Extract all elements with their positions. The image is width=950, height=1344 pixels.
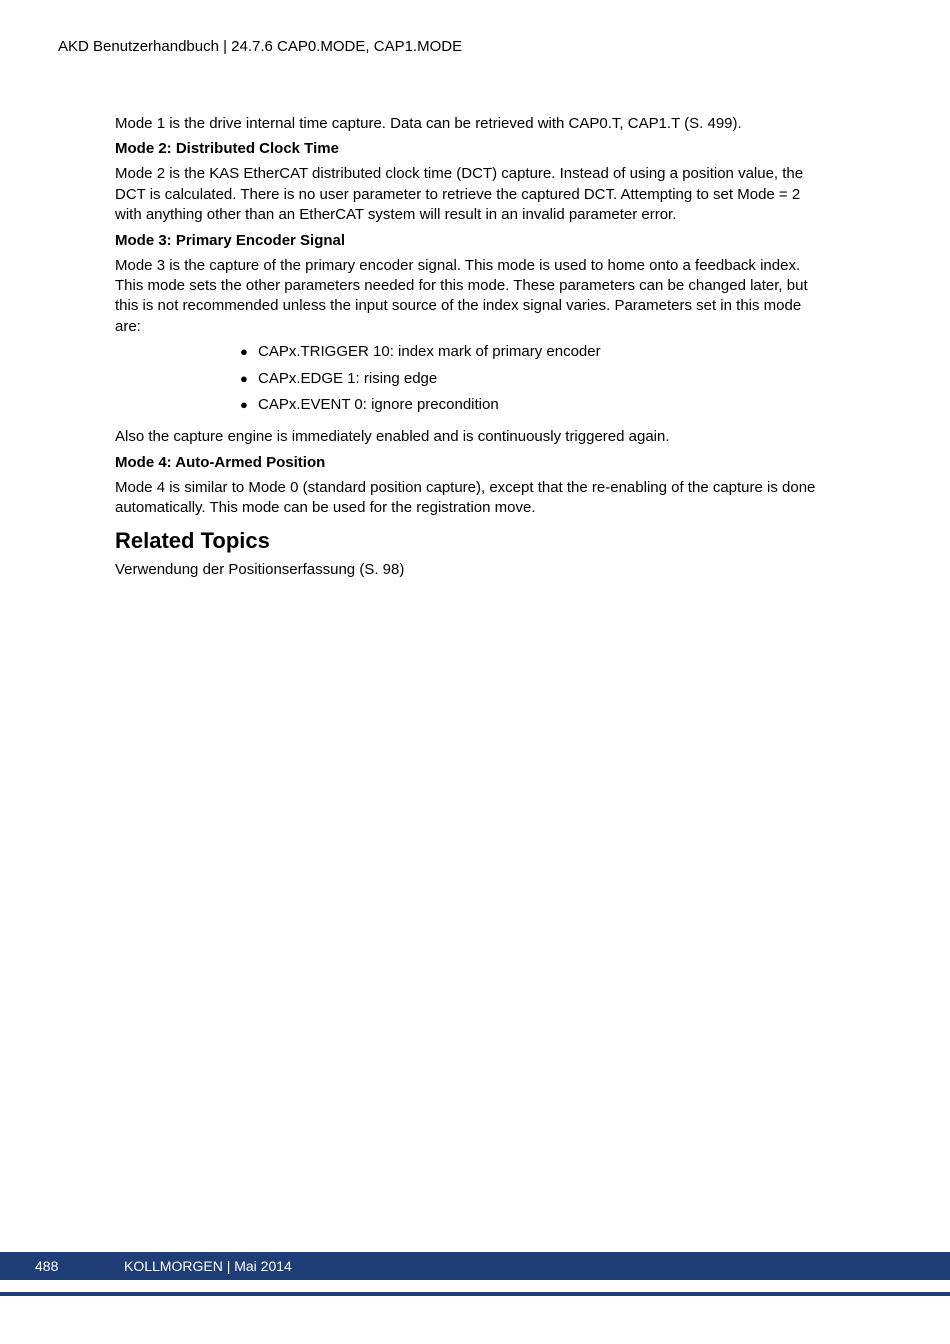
footer-text: KOLLMORGEN | Mai 2014: [124, 1258, 292, 1274]
mode3-heading: Mode 3: Primary Encoder Signal: [115, 231, 346, 249]
mode3-parameter-list: [115, 342, 830, 415]
mode3-paragraph: Mode 3 is the capture of the primary encoder signal. This mode is used to home onto a feedback index. This mode sets the other parameters needed for this mode. These parameters can be changed later, but this is not recommended unless the input source of the index signal varies. Parameters set in this mode are:: [115, 256, 808, 335]
footer-divider: [0, 1292, 950, 1296]
main-content: [115, 114, 830, 586]
list-item: [240, 395, 830, 415]
mode1-paragraph: Mode 1 is the drive internal time capture. Data can be retrieved with CAP0.T, CAP1.T (S. 499).: [115, 115, 742, 132]
mode2-heading: Mode 2: Distributed Clock Time: [115, 140, 339, 158]
mode3-after-paragraph: Also the capture engine is immediately enabled and is continuously triggered again.: [115, 428, 670, 446]
bullet-icon: ●: [240, 397, 248, 413]
list-item: [240, 342, 830, 362]
mode4-paragraph: Mode 4 is similar to Mode 0 (standard position capture), except that the re-enabling of the capture is done automatically. This mode can be used for the registration move.: [115, 478, 816, 517]
footer-bar: [0, 1252, 950, 1280]
list-item-text: CAPx.EDGE 1: rising edge: [258, 369, 438, 387]
bullet-icon: ●: [240, 344, 248, 360]
mode2-paragraph: Mode 2 is the KAS EtherCAT distributed clock time (DCT) capture. Instead of using a position value, the DCT is calculated. There is no user parameter to retrieve the captured DCT. Attempting to set Mode = 2 with anything other than an EtherCAT system will result in an invalid parameter error.: [115, 165, 804, 224]
related-topics-heading: Related Topics: [115, 528, 270, 554]
page-number: 488: [35, 1258, 59, 1274]
list-item-text: CAPx.EVENT 0: ignore precondition: [258, 396, 499, 414]
list-item-text: CAPx.TRIGGER 10: index mark of primary encoder: [258, 343, 601, 361]
running-header: AKD Benutzerhandbuch | 24.7.6 CAP0.MODE, CAP1.MODE: [58, 38, 463, 55]
list-item: [240, 369, 830, 389]
related-topic-link[interactable]: Verwendung der Positionserfassung (S. 98): [115, 561, 405, 579]
mode4-heading: Mode 4: Auto-Armed Position: [115, 453, 326, 471]
bullet-icon: ●: [240, 370, 248, 386]
